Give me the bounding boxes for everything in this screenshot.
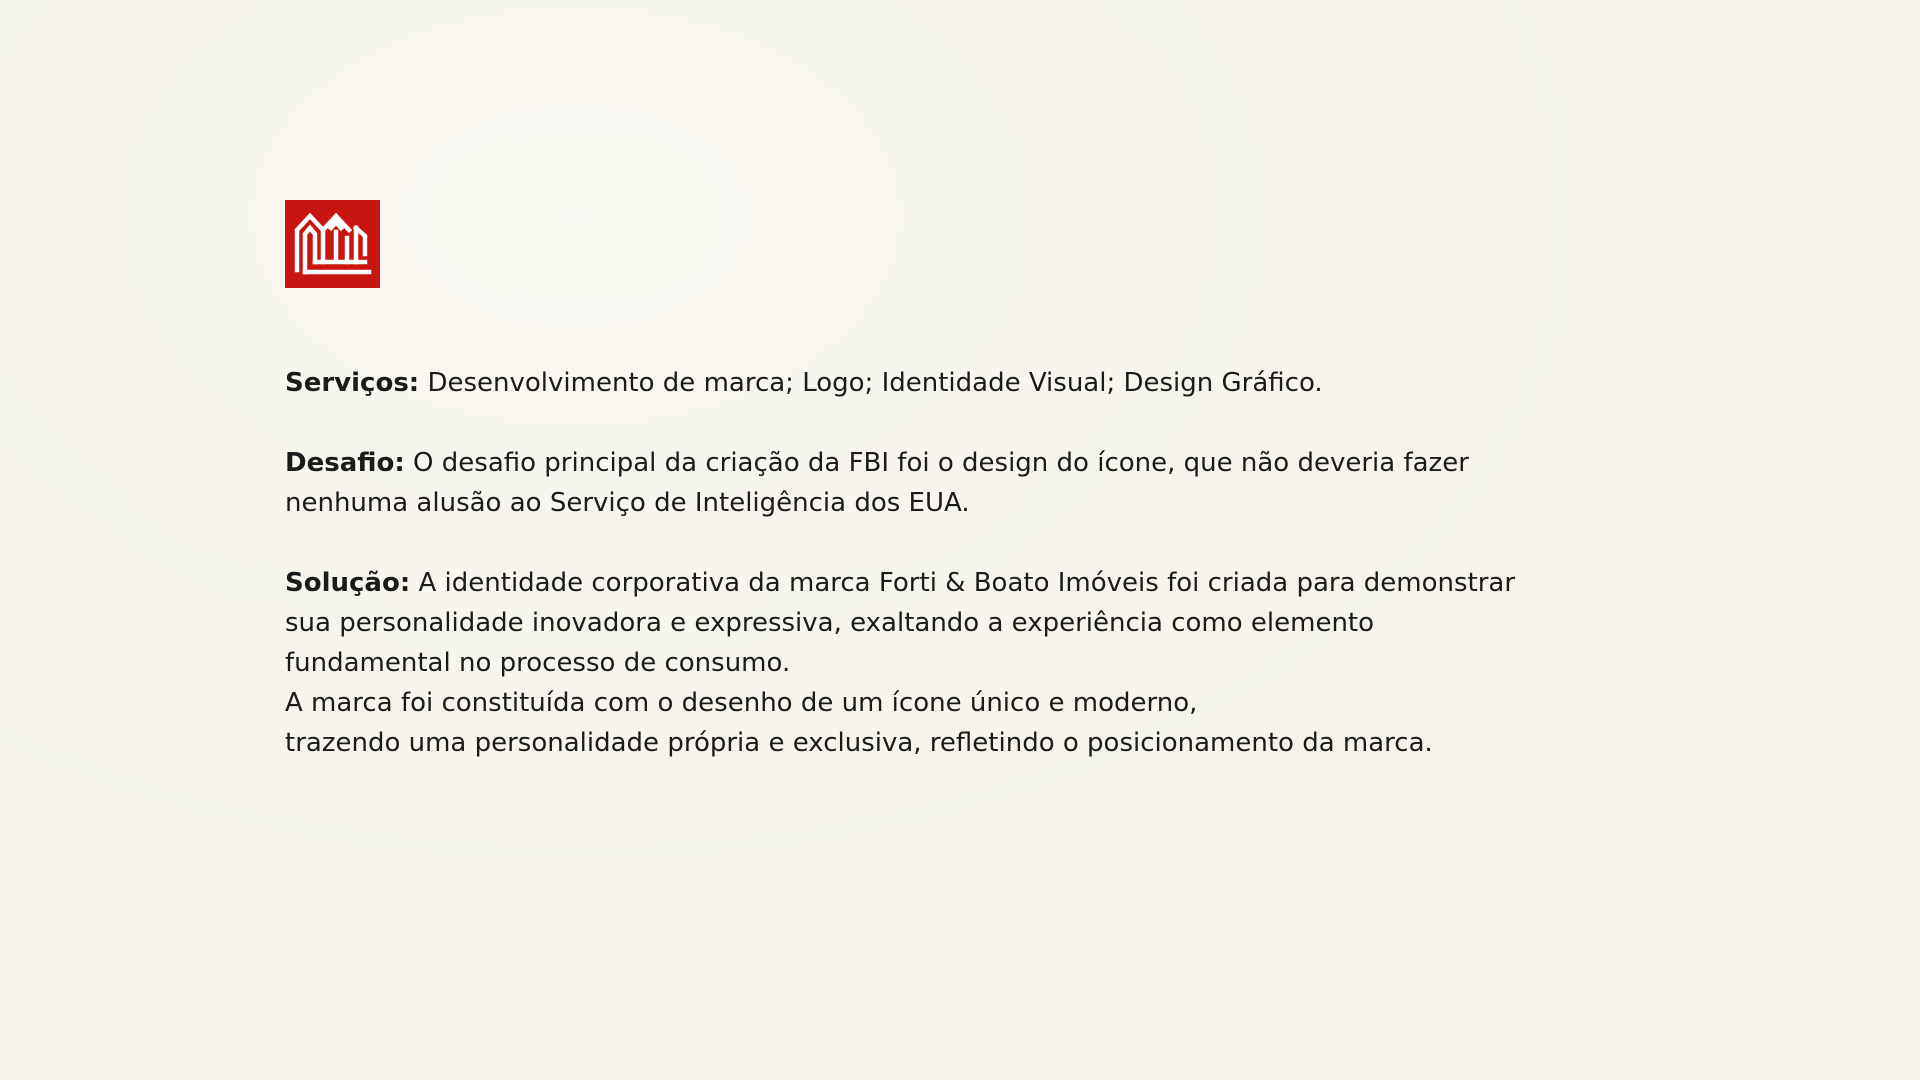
brand-logo [285, 200, 380, 288]
solution-text-line-1: A identidade corporativa da marca Forti & Boato Imóveis foi criada para demonstrar [418, 568, 1516, 598]
challenge-paragraph [285, 443, 1585, 523]
solution-text-line-2: sua personalidade inovadora e expressiva, exaltando a experiência como elemento [285, 608, 1375, 638]
challenge-label: Desafio: [285, 448, 405, 478]
solution-text-line-3: fundamental no processo de consumo. [285, 648, 791, 678]
solution-label: Solução: [285, 568, 411, 598]
services-text: Desenvolvimento de marca; Logo; Identidade Visual; Design Gráfico. [427, 368, 1323, 398]
solution-text-line-5: trazendo uma personalidade própria e exclusiva, refletindo o posicionamento da marca. [285, 728, 1433, 758]
challenge-text-line-2: nenhuma alusão ao Serviço de Inteligência dos EUA. [285, 488, 970, 518]
house-monogram-icon [285, 200, 380, 288]
solution-paragraph [285, 563, 1585, 763]
solution-text-line-4: A marca foi constituída com o desenho de um ícone único e moderno, [285, 688, 1198, 718]
services-paragraph [285, 363, 1585, 403]
services-label: Serviços: [285, 368, 420, 398]
challenge-text-line-1: O desafio principal da criação da FBI foi o design do ícone, que não deveria fazer [413, 448, 1469, 478]
project-description [285, 363, 1585, 803]
